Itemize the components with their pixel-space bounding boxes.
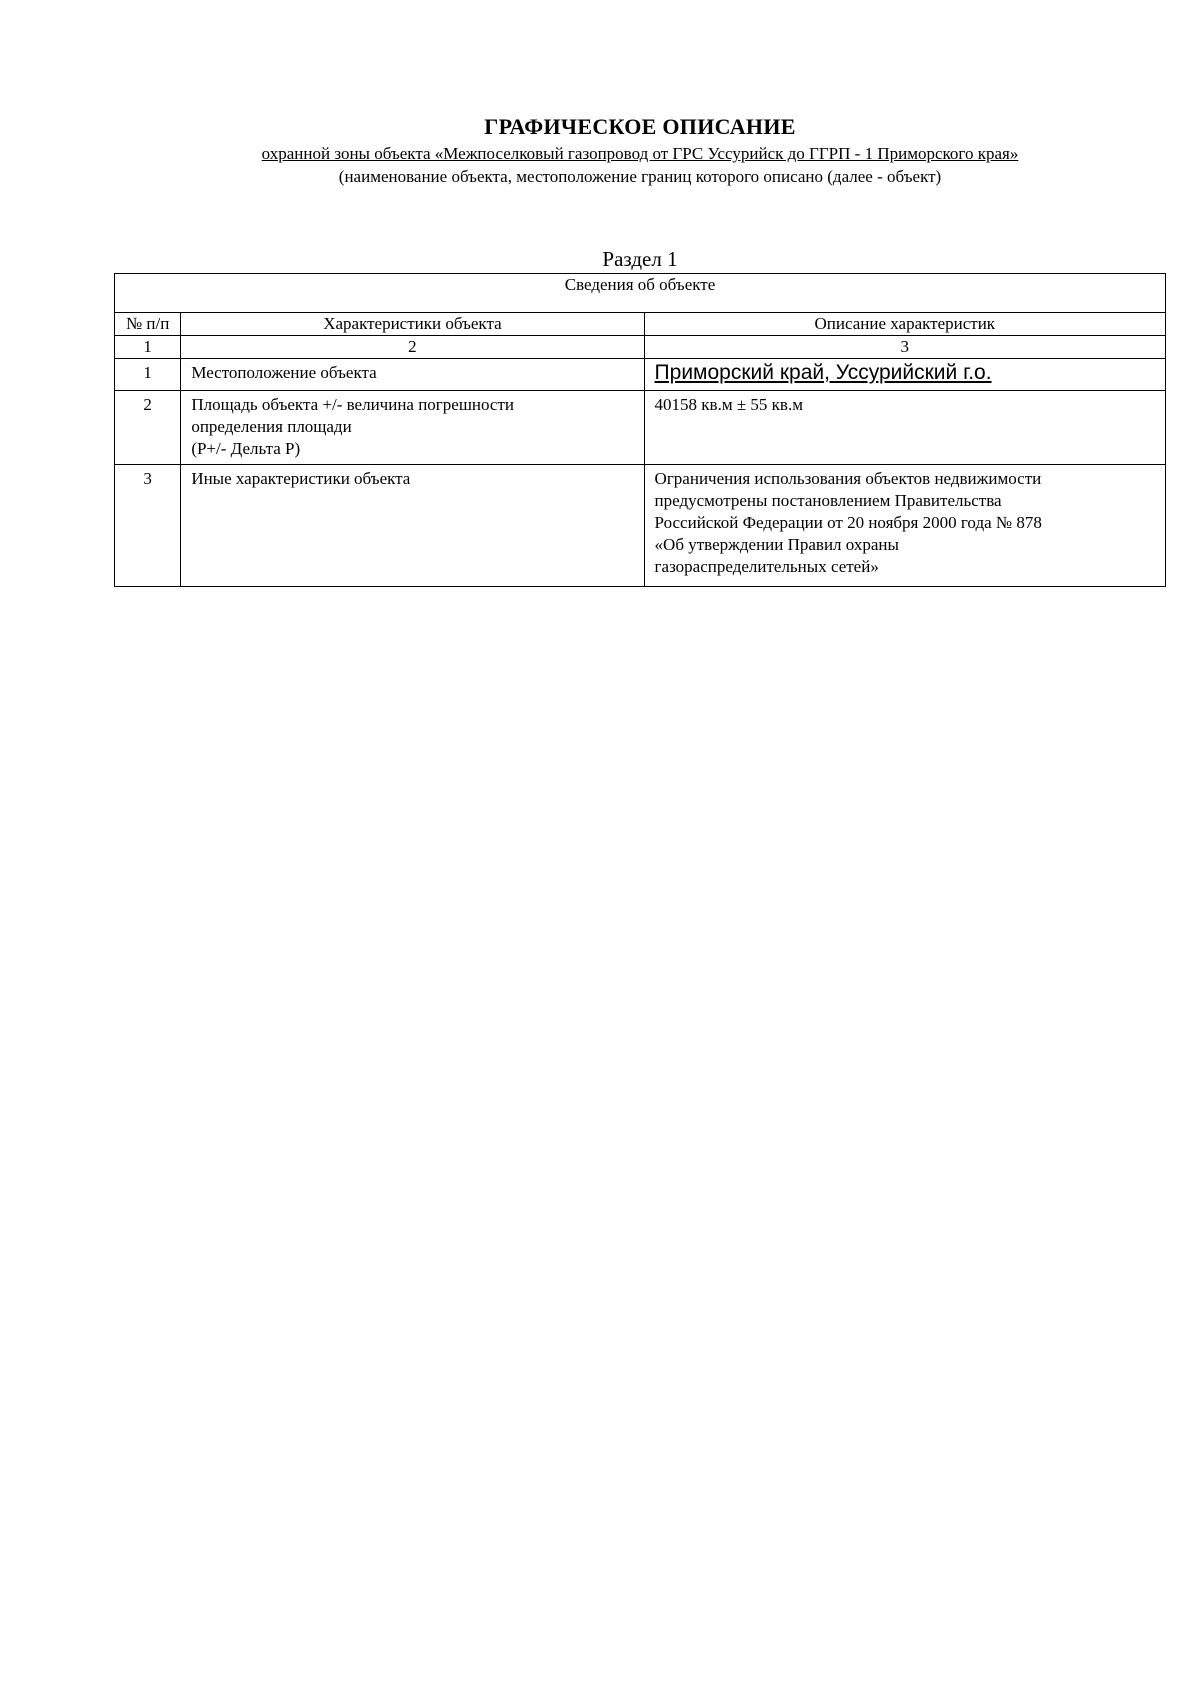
description-line: предусмотрены постановлением Правительства [654,491,1002,510]
table-header-row [115,313,1166,336]
column-number: 3 [644,336,1165,359]
header-number: № п/п [115,313,181,336]
row-number: 2 [115,391,181,465]
description-line: газораспределительных сетей» [654,557,879,576]
object-name: охранной зоны объекта «Межпоселковый газопровод от ГРС Уссурийск до ГГРП - 1 Приморского края» [261,144,1019,163]
row-description: 40158 кв.м ± 55 кв.м [644,391,1165,465]
row-characteristic: Иные характеристики объекта [181,465,644,587]
row-description [644,359,1165,391]
table-row [115,391,1166,465]
row-number: 1 [115,359,181,391]
table-title-row [115,274,1166,313]
description-line: Российской Федерации от 20 ноября 2000 года № 878 [654,513,1042,532]
table-row [115,465,1166,587]
column-number: 1 [115,336,181,359]
location-value: Приморский край, Уссурийский г.о. [654,361,992,384]
characteristic-line: Площадь объекта +/- величина погрешности [191,395,515,414]
section-heading: Раздел 1 [602,247,678,271]
header-characteristic: Характеристики объекта [181,313,644,336]
header-description: Описание характеристик [644,313,1165,336]
row-description [644,465,1165,587]
row-characteristic [181,391,644,465]
row-characteristic: Местоположение объекта [181,359,644,391]
description-line: Ограничения использования объектов недвижимости [654,469,1042,488]
characteristic-line: определения площади [191,417,352,436]
subtitle-caption: (наименование объекта, местоположение границ которого описано (далее - объект) [338,167,942,186]
table-row [115,359,1166,391]
column-number-row [115,336,1166,359]
characteristic-line: (Р+/- Дельта Р) [191,439,301,458]
object-info-table [114,273,1166,587]
row-number: 3 [115,465,181,587]
document-subtitle [0,144,1200,164]
description-line: «Об утверждении Правил охраны [654,535,899,554]
column-number: 2 [181,336,644,359]
table-title: Сведения об объекте [115,274,1166,313]
document-title: ГРАФИЧЕСКОЕ ОПИСАНИЕ [484,114,796,139]
